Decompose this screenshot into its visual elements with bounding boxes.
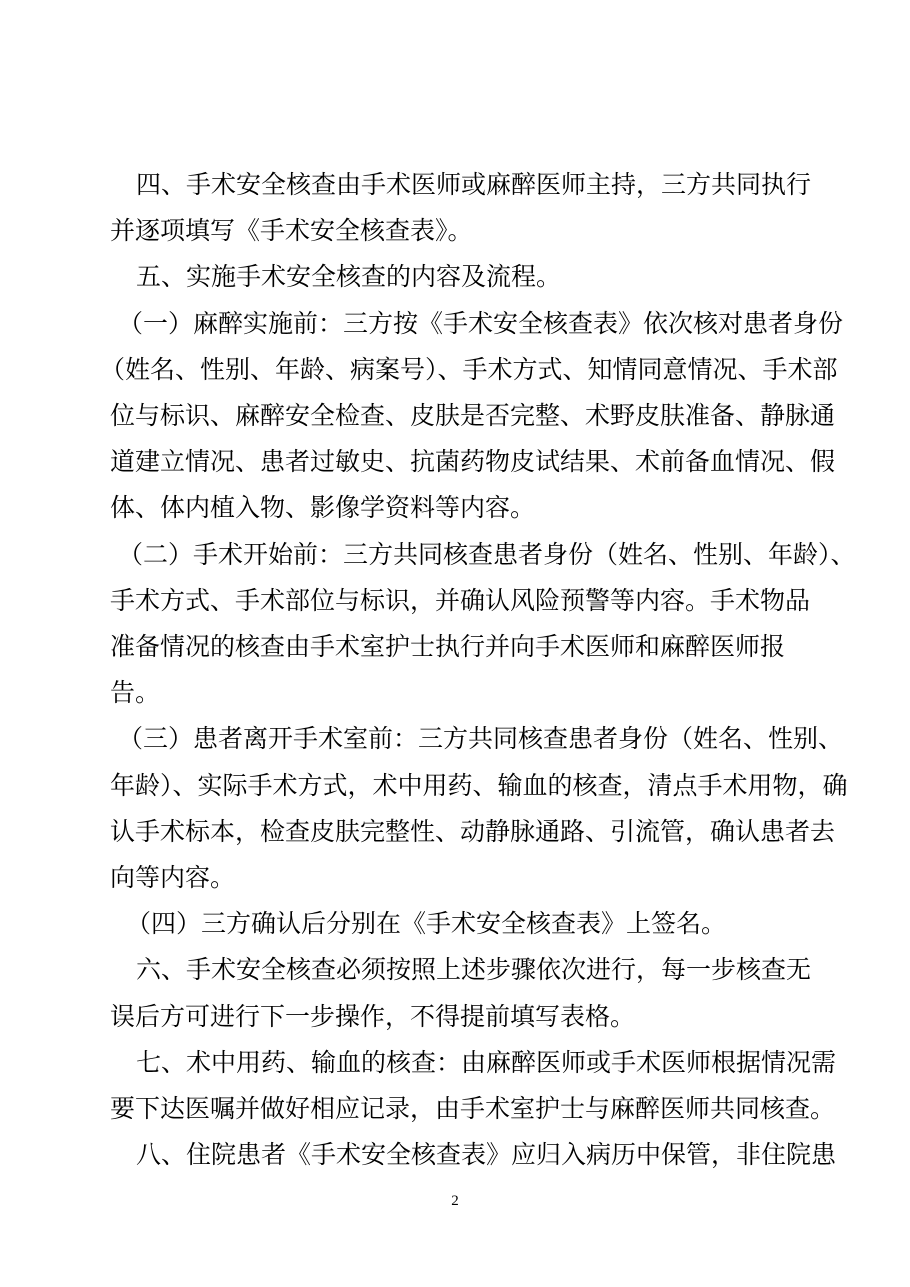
text-line-10: 手术方式、手术部位与标识，并确认风险预警等内容。手术物品 xyxy=(110,586,811,615)
text-line-22: 八、住院患者《手术安全核查表》应归入病历中保管，非住院患 xyxy=(136,1140,837,1169)
text-line-1: 四、手术安全核查由手术医师或麻醉医师主持，三方共同执行 xyxy=(136,170,812,199)
text-line-7: 道建立情况、患者过敏史、抗菌药物皮试结果、术前备血情况、假 xyxy=(110,447,836,476)
text-line-3: 五、实施手术安全核查的内容及流程。 xyxy=(136,262,562,291)
text-line-14: 年龄）、实际手术方式，术中用药、输血的核查，清点手术用物，确 xyxy=(110,771,848,800)
text-line-13: （三）患者离开手术室前：三方共同核查患者身份（姓名、性别、 xyxy=(118,724,844,753)
text-line-4: （一）麻醉实施前：三方按《手术安全核查表》依次核对患者身份 xyxy=(118,309,844,338)
text-line-5: （姓名、性别、年龄、病案号）、手术方式、知情同意情况、手术部 xyxy=(100,355,838,384)
page-number: 2 xyxy=(451,1193,459,1209)
text-line-12: 告。 xyxy=(110,678,161,707)
text-line-9: （二）手术开始前：三方共同核查患者身份（姓名、性别、年龄）、 xyxy=(118,540,856,569)
text-line-20: 七、术中用药、输血的核查：由麻醉医师或手术医师根据情况需 xyxy=(136,1048,837,1077)
text-line-8: 体、体内植入物、影像学资料等内容。 xyxy=(110,493,536,522)
text-line-19: 误后方可进行下一步操作，不得提前填写表格。 xyxy=(110,1002,636,1031)
text-line-2: 并逐项填写《手术安全核查表》。 xyxy=(110,216,473,245)
text-line-21: 要下达医嘱并做好相应记录，由手术室护士与麻醉医师共同核查。 xyxy=(110,1094,836,1123)
text-line-17: （四）三方确认后分别在《手术安全核查表》上签名。 xyxy=(126,909,727,938)
text-line-18: 六、手术安全核查必须按照上述步骤依次进行，每一步核查无 xyxy=(136,955,812,984)
text-line-16: 向等内容。 xyxy=(110,863,236,892)
text-line-6: 位与标识、麻醉安全检查、皮肤是否完整、术野皮肤准备、静脉通 xyxy=(110,401,836,430)
text-line-11: 准备情况的核查由手术室护士执行并向手术医师和麻醉医师报 xyxy=(110,632,786,661)
text-line-15: 认手术标本，检查皮肤完整性、动静脉通路、引流管，确认患者去 xyxy=(110,817,836,846)
